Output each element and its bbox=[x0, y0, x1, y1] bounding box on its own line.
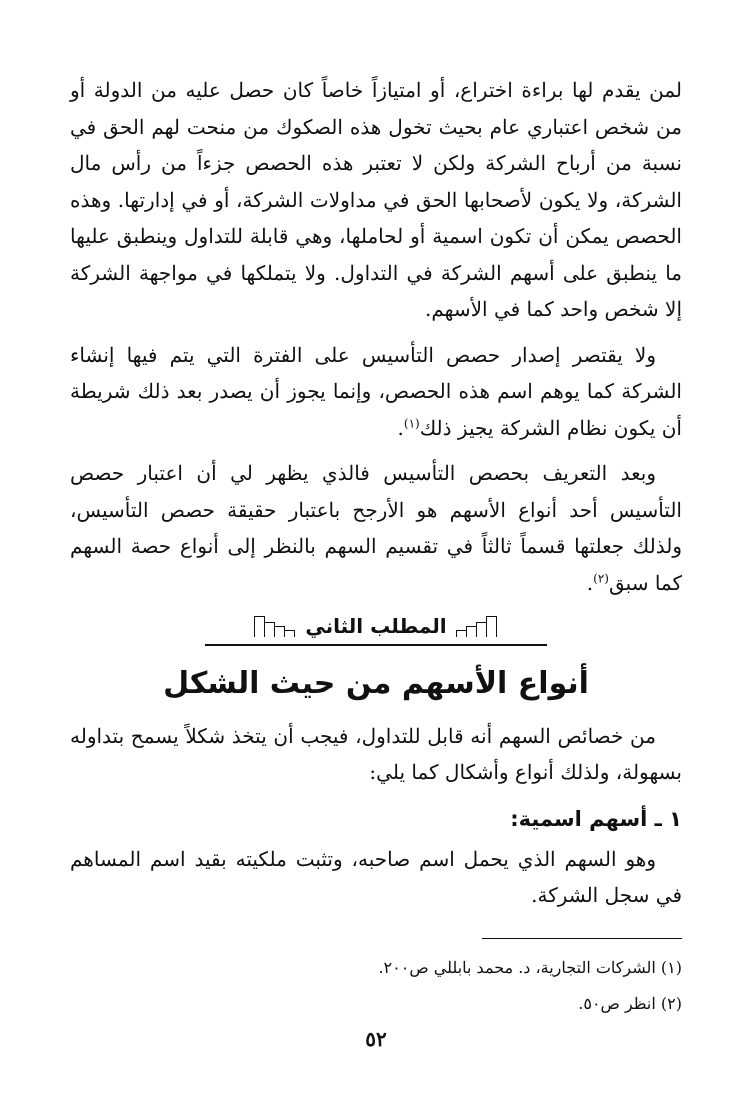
footnote-1: (١) الشركات التجارية، د. محمد بابللي ص٢٠٠. bbox=[378, 957, 682, 977]
section-title: أنواع الأسهم من حيث الشكل bbox=[163, 665, 589, 701]
section-label: المطلب الثاني bbox=[305, 614, 447, 638]
subheading: ١ ـ أسهم اسمية: bbox=[510, 806, 682, 831]
paragraph-1: لمن يقدم لها براءة اختراع، أو امتيازاً خاصاً كان حصل عليه من الدولة أو من شخص اعتباري عام بحيث تخول هذه الصكوك من منحت لهم الحق في نسبة من أرباح الشركة ولكن لا تعتبر هذه الحصص جزءاً من رأس مال الشركة، ولا يكون لأصحابها الحق في مداولات الشركة، أو في إدارتها. وهذه الحصص يمكن أن تكون اسمية أو لحاملها، وهي قابلة للتداول وينطبق عليها ما ينطبق على أسهم الشركة في التداول. ولا يتملكها في مواجهة الشركة إلا شخص واحد كما في الأسهم. bbox=[70, 78, 682, 321]
stairs-ornament-icon bbox=[255, 615, 295, 637]
page-body bbox=[70, 72, 682, 1051]
footnote-divider bbox=[482, 938, 682, 939]
paragraph-3 bbox=[70, 455, 682, 601]
paragraph-4: من خصائص السهم أنه قابل للتداول، فيجب أن يتخذ شكلاً يسمح بتداوله بسهولة، ولذلك أنواع وأشكال كما يلي: bbox=[70, 723, 682, 784]
section-underline bbox=[205, 644, 548, 646]
paragraph-2-end: . bbox=[397, 415, 404, 440]
footnote-ref-2[interactable]: (٢) bbox=[593, 570, 609, 585]
footnote-ref-1[interactable]: (١) bbox=[403, 415, 420, 430]
paragraph-3-text: وبعد التعريف بحصص التأسيس فالذي يظهر لي أن اعتبار حصص التأسيس أحد أنواع الأسهم هو الأرجح باعتبار حقيقة حصص التأسيس، ولذلك جعلتها قسماً ثالثاً في تقسيم السهم بالنظر إلى أنواع حصة السهم كما سبق bbox=[70, 461, 682, 595]
footnote-2: (٢) انظر ص٥٠. bbox=[578, 993, 682, 1013]
stairs-ornament-icon bbox=[457, 615, 497, 637]
paragraph-5: وهو السهم الذي يحمل اسم صاحبه، وتثبت ملكيته بقيد اسم المساهم في سجل الشركة. bbox=[70, 846, 682, 907]
paragraph-2 bbox=[70, 337, 682, 447]
page-number: ٥٢ bbox=[365, 1026, 387, 1051]
paragraph-2-text: ولا يقتصر إصدار حصص التأسيس على الفترة التي يتم فيها إنشاء الشركة كما يوهم اسم هذه الحصص، وإنما يجوز أن يصدر بعد ذلك شريطة أن يكون نظام الشركة يجيز ذلك bbox=[70, 342, 682, 440]
paragraph-3-end: . bbox=[586, 570, 594, 595]
section-header bbox=[70, 610, 682, 642]
